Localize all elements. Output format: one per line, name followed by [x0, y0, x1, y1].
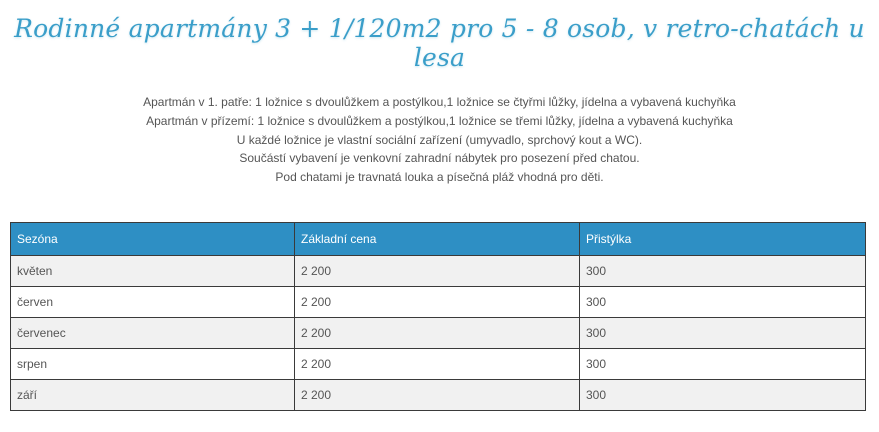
header-base-price: Základní cena — [295, 223, 580, 256]
description-line: Součástí vybavení je venkovní zahradní nábytek pro posezení před chatou. — [239, 151, 640, 166]
table-row — [11, 287, 866, 318]
season-cell: září — [11, 380, 295, 411]
header-season: Sezóna — [11, 223, 295, 256]
base-price-cell: 2 200 — [295, 256, 580, 287]
extra-bed-cell: 300 — [580, 380, 866, 411]
season-cell: květen — [11, 256, 295, 287]
table-row — [11, 318, 866, 349]
table-row — [11, 349, 866, 380]
extra-bed-cell: 300 — [580, 349, 866, 380]
season-cell: červen — [11, 287, 295, 318]
price-table-header — [11, 223, 866, 256]
extra-bed-cell: 300 — [580, 256, 866, 287]
page-title: Rodinné apartmány 3 + 1/120m2 pro 5 - 8 osob, v retro-chatách u lesa — [14, 14, 865, 72]
price-table — [10, 222, 866, 411]
header-extra-bed: Přistýlka — [580, 223, 866, 256]
header-row — [11, 223, 866, 256]
base-price-cell: 2 200 — [295, 318, 580, 349]
base-price-cell: 2 200 — [295, 287, 580, 318]
description-line: Pod chatami je travnatá louka a písečná pláž vhodná pro děti. — [275, 170, 604, 185]
base-price-cell: 2 200 — [295, 349, 580, 380]
season-cell: srpen — [11, 349, 295, 380]
description-line: U každé ložnice je vlastní sociální zařízení (umyvadlo, sprchový kout a WC). — [236, 132, 643, 147]
base-price-cell: 2 200 — [295, 380, 580, 411]
price-table-body — [11, 256, 866, 411]
extra-bed-cell: 300 — [580, 287, 866, 318]
apartment-description — [0, 93, 879, 187]
table-row — [11, 380, 866, 411]
description-line: Apartmán v přízemí: 1 ložnice s dvoulůžkem a postýlkou,1 ložnice se třemi lůžky, jídelna a vybavená kuchyňka — [146, 113, 733, 128]
description-line: Apartmán v 1. patře: 1 ložnice s dvoulůžkem a postýlkou,1 ložnice se čtyřmi lůžky, jídelna a vybavená kuchyňka — [143, 95, 736, 109]
extra-bed-cell: 300 — [580, 318, 866, 349]
table-row — [11, 256, 866, 287]
season-cell: červenec — [11, 318, 295, 349]
